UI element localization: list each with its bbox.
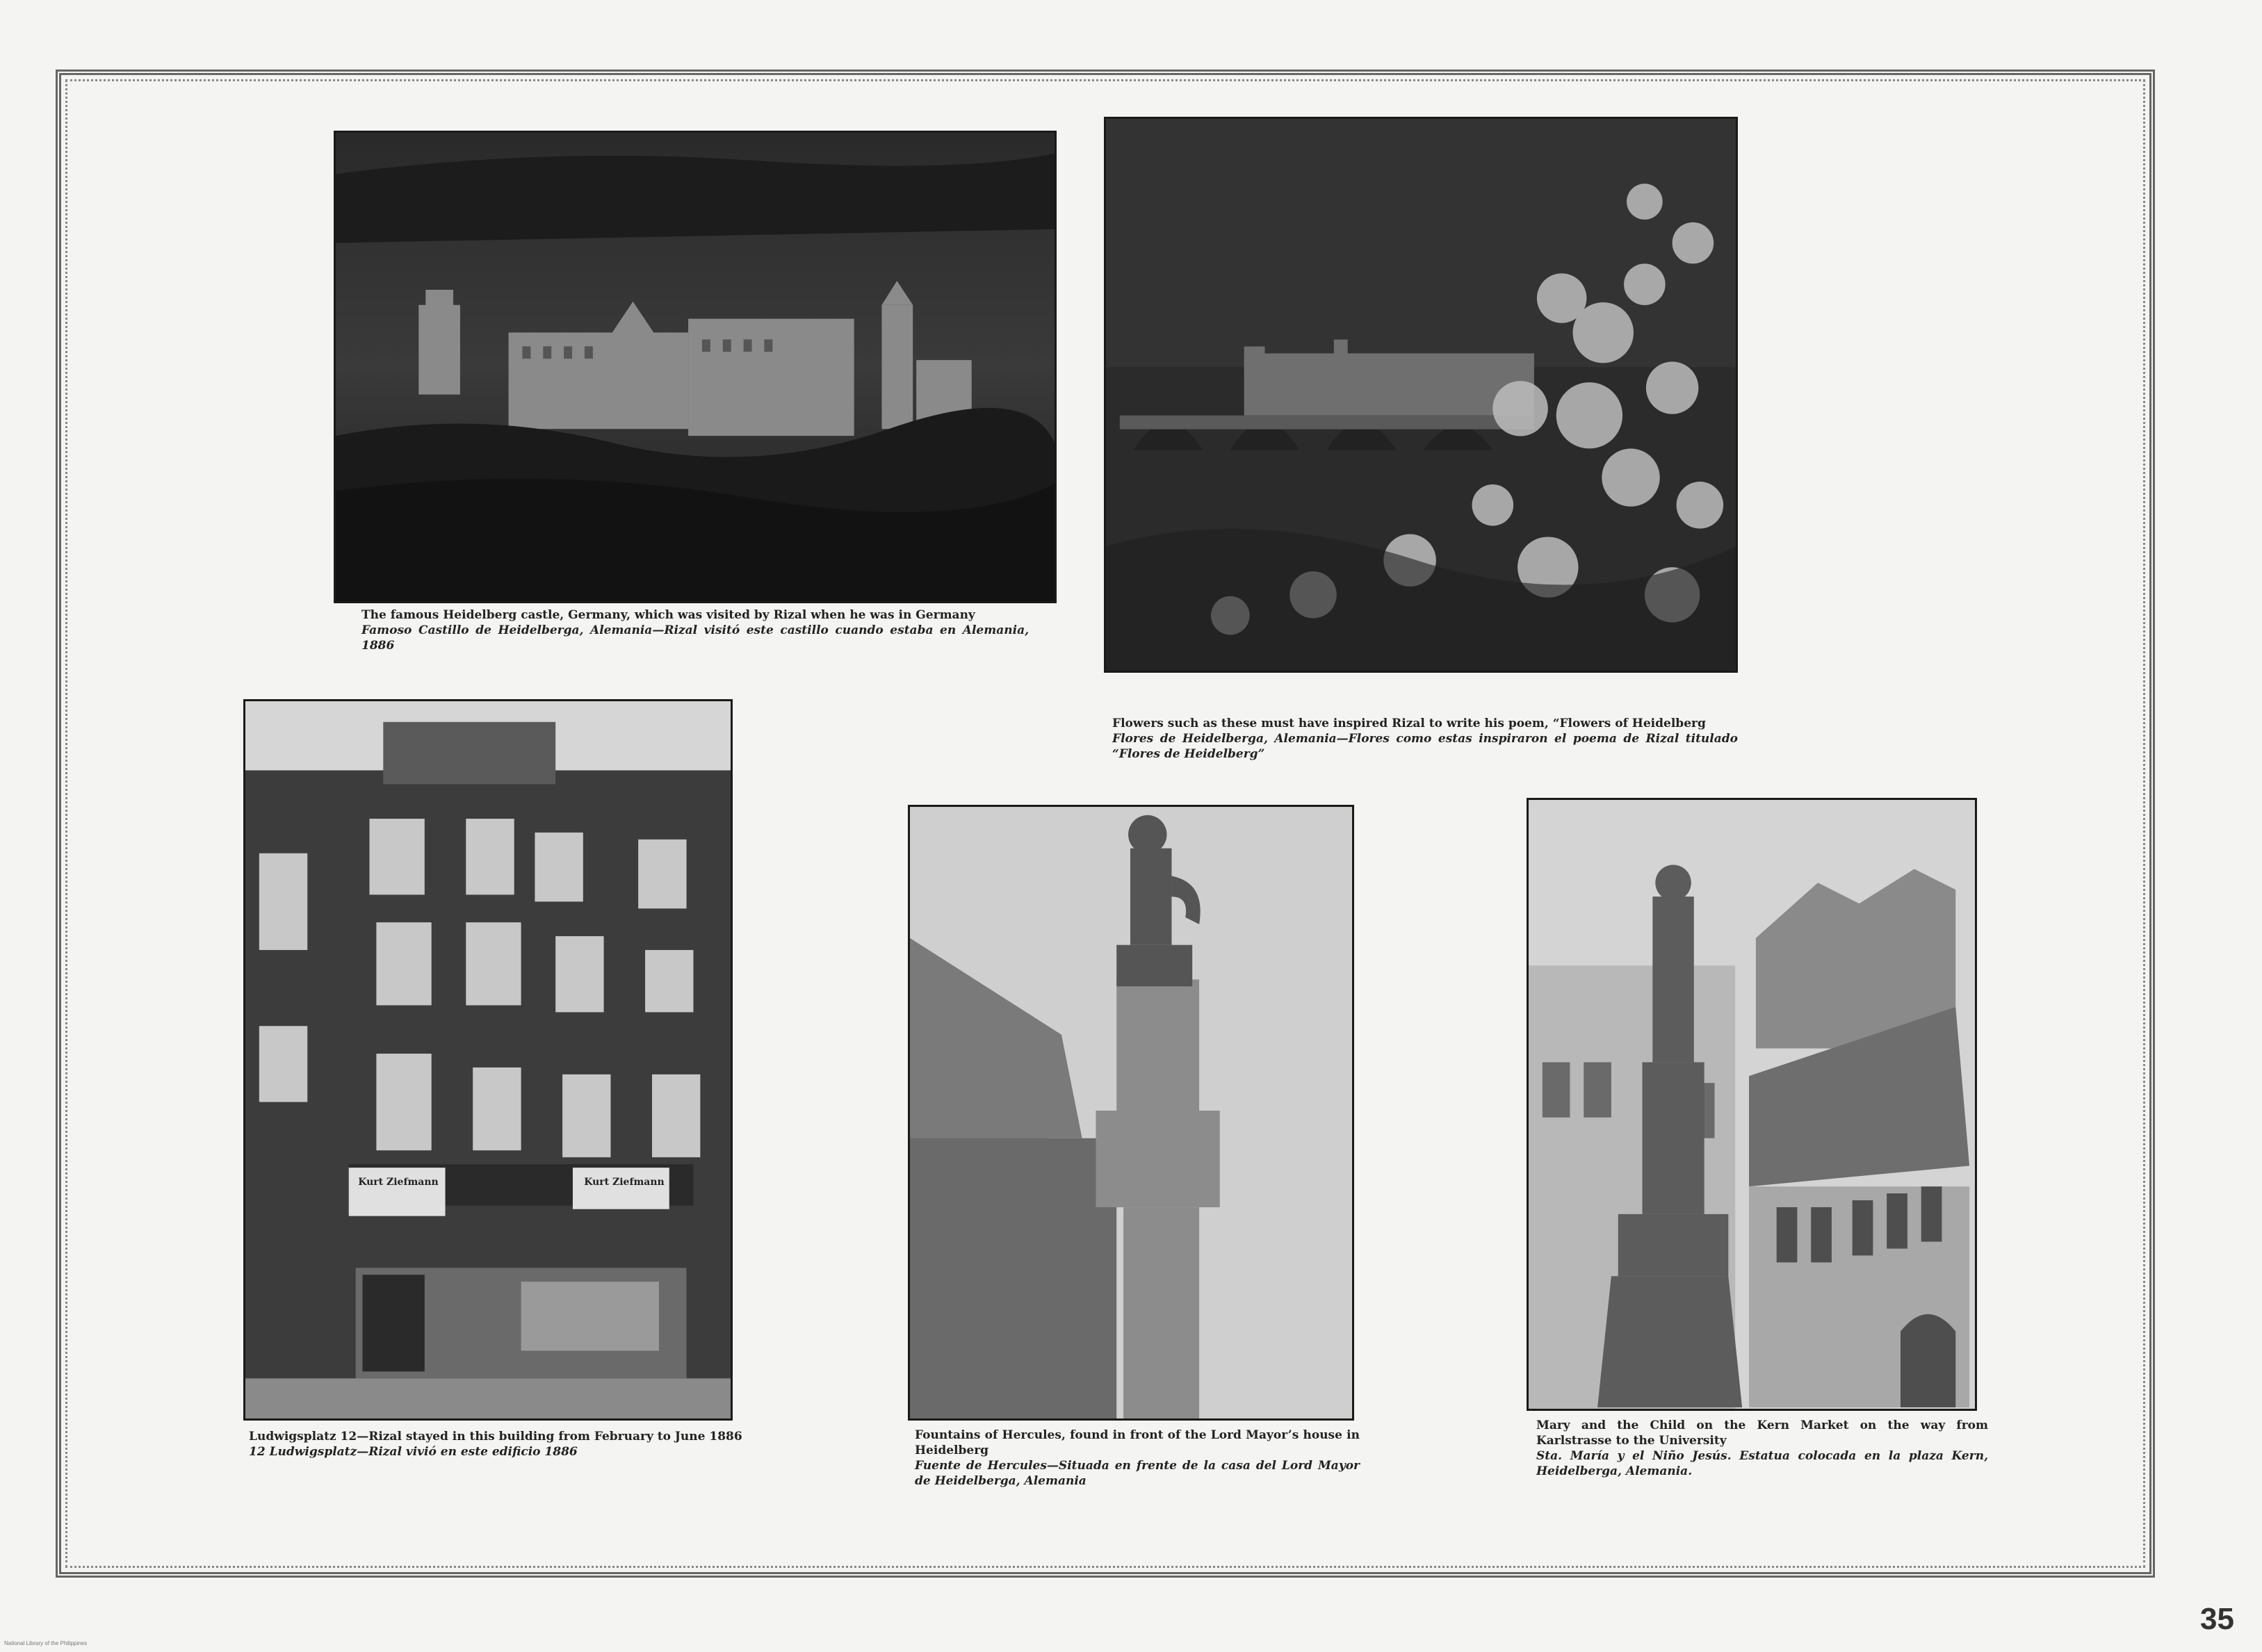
flowers-caption — [1112, 716, 1738, 762]
hercules-caption-en: Fountains of Hercules, found in front of the Lord Mayor’s house in Heidelberg — [915, 1428, 1360, 1457]
mary-and-child-statue-photo — [1527, 798, 1977, 1411]
flowers-caption-en: Flowers such as these must have inspired Rizal to write his poem, “Flowers of Heidelberg — [1112, 717, 1706, 730]
hercules-caption-es: Fuente de Hercules—Situada en frente de la casa del Lord Mayor de Heidelberga, Alemania — [915, 1459, 1360, 1488]
hercules-caption — [915, 1428, 1360, 1489]
castle-caption-en: The famous Heidelberg castle, Germany, which was visited by Rizal when he was in Germany — [361, 608, 975, 622]
shop-sign-right: Kurt Ziefmann — [584, 1177, 665, 1188]
ludwigsplatz-caption — [249, 1429, 742, 1459]
ludwigsplatz-caption-es: 12 Ludwigsplatz—Rizal vivió en este edificio 1886 — [249, 1445, 578, 1459]
mary-caption-en: Mary and the Child on the Kern Market on the way from Karlstrasse to the University — [1536, 1418, 1988, 1448]
mary-caption — [1536, 1418, 1988, 1479]
heidelberg-flowers-photo — [1104, 117, 1738, 673]
flowers-caption-es: Flores de Heidelberga, Alemania—Flores como estas inspiraron el poema de Rizal titulado “Flores de Heidelberg” — [1112, 732, 1738, 761]
archive-stamp: National Library of the Philippines — [4, 1640, 88, 1646]
hercules-fountain-photo — [908, 805, 1354, 1421]
ludwigsplatz-caption-en: Ludwigsplatz 12—Rizal stayed in this building from February to June 1886 — [249, 1430, 742, 1444]
ludwigsplatz-photo — [243, 699, 733, 1421]
mary-caption-es: Sta. María y el Niño Jesús. Estatua colocada en la plaza Kern, Heidelberga, Alemania. — [1536, 1449, 1988, 1478]
page-number: 35 — [2200, 1602, 2234, 1636]
castle-caption-es: Famoso Castillo de Heidelberga, Alemania—Rizal visitó este castillo cuando estaba en Alemania, 1886 — [361, 623, 1029, 653]
castle-caption — [361, 607, 1029, 653]
shop-sign-left: Kurt Ziefmann — [358, 1177, 439, 1188]
heidelberg-castle-photo — [334, 131, 1057, 603]
